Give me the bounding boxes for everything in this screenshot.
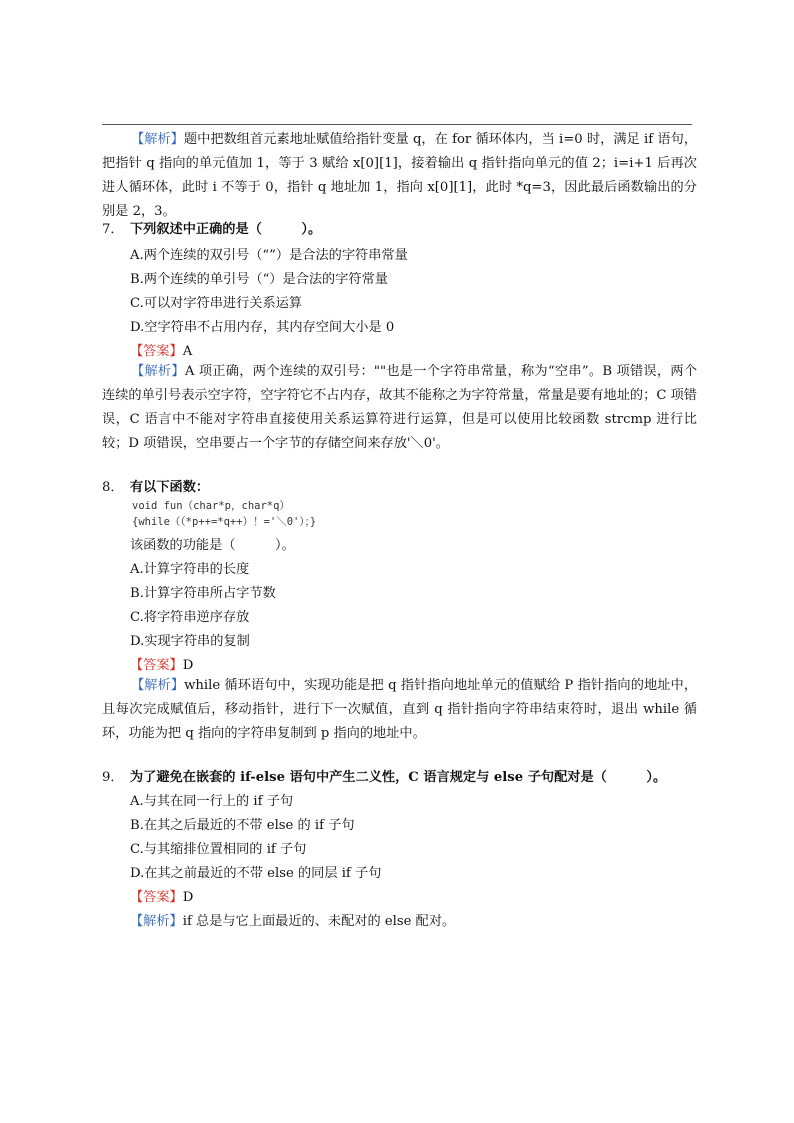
analysis-text: if 总是与它上面最近的、未配对的 else 配对。	[182, 914, 456, 929]
question-text: 有以下函数：	[130, 480, 210, 495]
analysis-text: while 循环语句中，实现功能是把 q 指针指向地址单元的值赋给 P 指针指向的地址中，且每次完成赋值后，移动指针，进行下一次赋值，直到 q 指针指向字符串结束符时，退出 while 循环，功能为把 q 指向的字符串复制到 p 指向的地址中。	[102, 678, 698, 741]
q7-answer	[130, 340, 192, 359]
code-line-2: {while（（*p++=*q++）！='＼0'）；}	[132, 516, 317, 528]
q9-answer	[130, 886, 193, 905]
q7-option-c: C.可以对字符串进行关系运算	[130, 296, 303, 311]
analysis-text: A 项正确，两个连续的双引号：""也是一个字符串常量，称为“空串”。B 项错误，两个连续的单引号表示空字符，空字符它不占内存，故其不能称之为字符常量，常量是要有地址的；C 项错误，C 语言中不能对字符串直接使用关系运算符进行运算，但是可以使用比较函数 strcmp 进行比较；D 项错误，空串要占一个字节的存储空间来存放'＼0'。	[102, 364, 698, 451]
answer-tag: 【答案】	[130, 890, 183, 905]
header-rule	[102, 124, 692, 125]
q9-option-b: B.在其之后最近的不带 else 的 if 子句	[130, 818, 355, 833]
q8-option-c: C.将字符串逆序存放	[130, 610, 250, 625]
q9-analysis	[130, 910, 455, 929]
q7-analysis	[102, 360, 697, 456]
q8-analysis	[102, 674, 697, 746]
q7-option-b: B.两个连续的单引号（“）是合法的字符常量	[130, 272, 388, 287]
q9-option-c: C.与其缩排位置相同的 if 子句	[130, 842, 307, 857]
answer-value: D	[182, 658, 194, 673]
answer-tag: 【答案】	[130, 344, 183, 359]
code-line-1: void fun（char*p，char*q）	[132, 500, 290, 512]
q8-option-d: D.实现字符串的复制	[130, 634, 250, 649]
answer-value: D	[182, 890, 194, 905]
analysis-tag: 【解析】	[131, 678, 185, 693]
question-8-stem	[102, 476, 697, 495]
q8-answer	[130, 654, 193, 673]
analysis-text: 题中把数组首元素地址赋值给指针变量 q，在 for 循环体内，当 i=0 时，满足 if 语句，把指针 q 指向的单元值加 1，等于 3 赋给 x[0][1]，接着输出 q 指针指向单元的值 2；i=i+1 后再次进人循环体，此时 i 不等于 0，指针 q 地址加 1，指向 x[0][1]，此时 *q=3，因此最后函数输出的分别是 2，3。	[102, 132, 698, 219]
answer-value: A	[182, 344, 193, 359]
question-9-stem	[102, 766, 697, 785]
q8-option-b: B.计算字符串所占字节数	[130, 586, 276, 601]
analysis-tag: 【解析】	[131, 364, 185, 379]
q7-option-a: A.两个连续的双引号（“”）是合法的字符串常量	[130, 248, 408, 263]
question-number: 9．	[102, 770, 124, 785]
answer-tag: 【答案】	[130, 658, 183, 673]
question-text: 为了避免在嵌套的 if-else 语句中产生二义性，C 语言规定与 else 子句配对是（ ）。	[130, 770, 667, 785]
prev-analysis	[102, 128, 697, 224]
q7-option-d: D.空字符串不占用内存，其内存空间大小是 0	[130, 320, 395, 335]
q8-option-a: A.计算字符串的长度	[130, 562, 250, 577]
question-number: 8．	[102, 480, 124, 495]
q9-option-a: A.与其在同一行上的 if 子句	[130, 794, 294, 809]
question-7-stem	[102, 218, 697, 237]
question-number: 7．	[102, 222, 124, 237]
question-text: 下列叙述中正确的是（ ）。	[130, 222, 322, 237]
q9-option-d: D.在其之前最近的不带 else 的同层 if 子句	[130, 866, 382, 881]
analysis-tag: 【解析】	[131, 132, 184, 147]
q8-stem-2: 该函数的功能是（ ）。	[130, 538, 295, 553]
analysis-tag: 【解析】	[130, 914, 183, 929]
